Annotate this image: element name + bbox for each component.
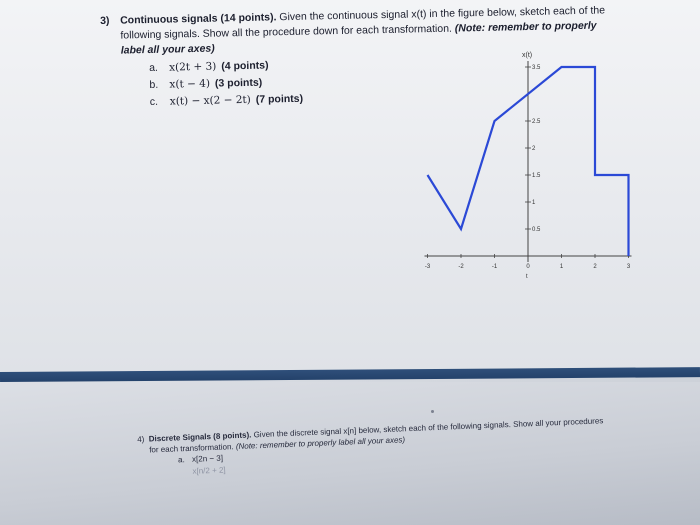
- item-points: (7 points): [255, 92, 304, 106]
- item-points: (3 points): [214, 76, 263, 90]
- x-tick-label: 3: [626, 264, 631, 270]
- x-axis-label: t: [526, 274, 528, 280]
- question-number: 3): [100, 14, 110, 27]
- item-expression: x(t) − x(2 − 2t): [169, 93, 251, 108]
- item-label: c.: [149, 95, 159, 108]
- mouse-cursor-dot: [431, 410, 434, 413]
- question-number: 4): [137, 434, 145, 444]
- y-axis-label: x(t): [522, 52, 533, 59]
- item-expression: x(2t + 3): [169, 60, 217, 74]
- item-label: [178, 466, 192, 479]
- item-label: a.: [149, 61, 159, 74]
- question-title: Continuous signals (14 points).: [120, 11, 277, 27]
- x-tick-label: -2: [458, 264, 464, 270]
- x-tick-label: 0: [526, 264, 530, 270]
- y-tick-label: 2: [532, 146, 536, 152]
- y-tick-label: 0.5: [532, 227, 541, 233]
- item-label: b.: [149, 78, 159, 91]
- x-tick-label: 2: [593, 264, 597, 270]
- question-note: (Note: remember to properly label all your axes): [120, 19, 597, 57]
- item-points: (4 points): [221, 59, 269, 73]
- y-tick-label: 1.5: [532, 173, 541, 179]
- question-intro: Given the discrete signal x[n] below, sketch each of the following signals. Show all your procedures for each transformation.: [149, 416, 604, 455]
- item-label: a.: [177, 455, 185, 465]
- x-tick-label: -3: [424, 264, 431, 270]
- item-expression: x[2n − 3]: [191, 453, 224, 464]
- y-tick-label: 1: [532, 200, 536, 206]
- item-expression: x[n/2 + 2]: [192, 465, 226, 476]
- x-tick-label: -1: [491, 264, 498, 270]
- x-tick-label: 1: [559, 264, 564, 270]
- y-tick-label: 2.5: [532, 119, 541, 125]
- question-title: Discrete Signals (8 points).: [148, 430, 252, 444]
- question-intro: Given the continuous signal x(t) in the figure below, sketch each of the following signals. Show all the procedure down for each transformation.: [120, 4, 606, 42]
- item-expression: x(t − 4): [169, 77, 211, 91]
- y-tick-label: 3.5: [532, 65, 541, 71]
- question-note: (Note: remember to properly label all your axes): [233, 435, 406, 452]
